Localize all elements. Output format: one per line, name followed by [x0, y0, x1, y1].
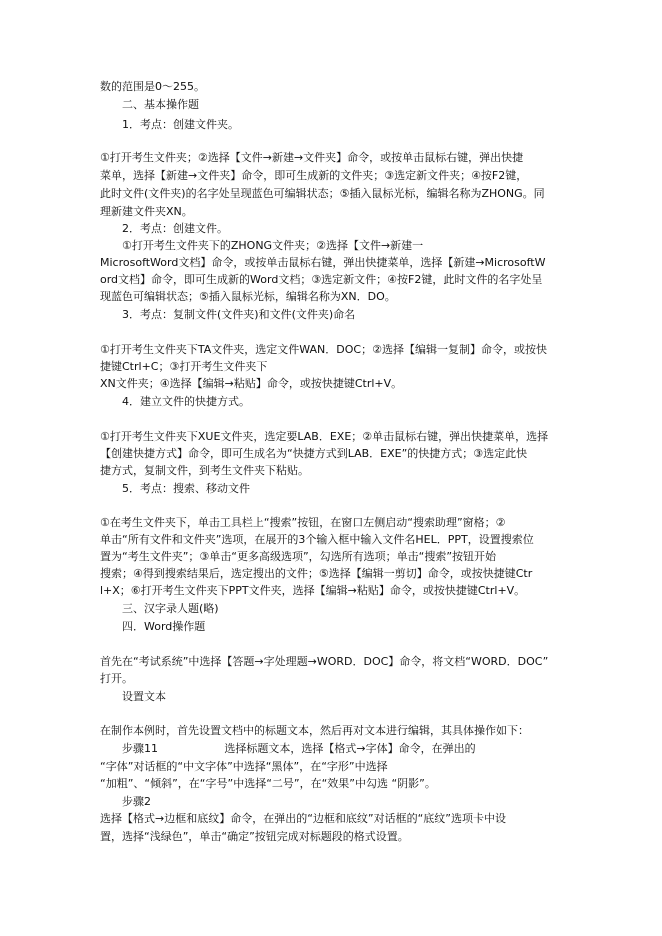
text-line: 打开。 — [100, 672, 133, 685]
text-line: “字体”对话框的“中文字体”中选择“黑体”，在“字形”中选择 — [100, 760, 388, 773]
subsection-heading: 1．考点：创建文件夹。 — [122, 118, 239, 131]
text-line: ①打开考生文件夹下TA文件夹，选定文件WAN．DOC；②选择【编辑一复制】命令，或按快 — [100, 343, 547, 356]
subsection-heading: 5．考点：搜索、移动文件 — [122, 482, 250, 495]
section-heading: 四．Word操作题 — [122, 620, 206, 633]
text-line: 菜单，选择【新建→文件夹】命令，即可生成新的文件夹；③选定新文件夹；④按F2键， — [100, 169, 528, 182]
text-line: ①在考生文件夹下，单击工具栏上“搜索”按钮，在窗口左侧启动“搜索助理”窗格；② — [100, 516, 506, 529]
text-line: 在制作本例时，首先设置文档中的标题文本，然后再对文本进行编辑，其具体操作如下： — [100, 724, 529, 737]
text-line: 数的范围是0～255。 — [100, 80, 205, 93]
section-heading: 三、汉字录人题(略) — [122, 602, 219, 615]
text-line: 理新建文件夹XN。 — [100, 205, 193, 218]
text-line: 置，选择“浅绿色”，单击“确定”按钮完成对标题段的格式设置。 — [100, 830, 409, 843]
subsection-heading: 2．考点：创建文件。 — [122, 222, 228, 235]
text-line: 置为“考生文件夹”；③单击“更多高级选项”，勾选所有选项；单击“搜索”按钮开始 — [100, 550, 497, 563]
text-line: l+X；⑥打开考生文件夹下PPT文件夹，选择【编辑→粘贴】命令，或按快捷键Ctrl+V。 — [100, 584, 526, 597]
text-line: 捷方式，复制文件，到考生文件夹下粘贴。 — [100, 464, 309, 477]
text-line: ord文档】命令，即可生成新的Word文档；③选定新文件；④按F2键，此时文件的名字处呈 — [100, 273, 543, 286]
section-heading: 二、基本操作题 — [122, 98, 199, 111]
text-line: 选择【格式→边框和底纹】命令，在弹出的“边框和底纹”对话框的“底纹”选项卡中设 — [100, 812, 507, 825]
text-line: ①打开考生文件夹下XUE文件夹，选定要LAB．EXE；②单击鼠标右键，弹出快捷菜单，选择 — [100, 430, 549, 443]
subsection-heading: 3．考点：复制文件(文件夹)和文件(文件夹)命名 — [122, 308, 356, 321]
text-line: XN文件夹；④选择【编辑→粘贴】命令，或按快捷键Ctrl+V。 — [100, 377, 403, 390]
text-line: 此时文件(文件夹)的名字处呈现蓝色可编辑状态；⑤插入鼠标光标，编辑名称为ZHONG。同 — [100, 187, 545, 200]
subsection-heading: 设置文本 — [122, 690, 166, 703]
text-line: 捷键Ctrl+C；③打开考生文件夹下 — [100, 360, 268, 373]
text-line: MicrosoftWord文档】命令，或按单击鼠标右键，弹出快捷菜单，选择【新建→MicrosoftW — [100, 256, 546, 269]
subsection-heading: 4．建立文件的快捷方式。 — [122, 395, 250, 408]
text-line: ①打开考生文件夹下的ZHONG文件夹；②选择【文件→新建一 — [122, 239, 424, 252]
text-line: 现蓝色可编辑状态；⑤插入鼠标光标，编辑名称为XN．DO。 — [100, 290, 396, 303]
text-line: 搜索；④得到搜索结果后，选定搜出的文件；⑤选择【编辑一剪切】命令，或按快捷键Ctr — [100, 567, 533, 580]
text-line: 单击“所有文件和文件夹”选项，在展开的3个输入框中输入文件名HEL．PPT，设置搜索位 — [100, 533, 534, 546]
text-line: 首先在“考试系统”中选择【答题→字处理题→WORD．DOC】命令，将文档“WORD．DOC” — [100, 655, 549, 668]
step-line: 步骤2 — [122, 795, 151, 808]
text-line: 【创建快捷方式】命令，即可生成名为“快捷方式到LAB．EXE”的快捷方式；③选定此快 — [100, 447, 528, 460]
text-line: ①打开考生文件夹；②选择【文件→新建→文件夹】命令，或按单击鼠标右键，弹出快捷 — [100, 151, 524, 164]
step-line: 步骤11 选择标题文本，选择【格式→字体】命令，在弹出的 — [122, 742, 476, 755]
text-line: “加粗”、“倾斜”，在“字号”中选择“二号”，在“效果”中勾选 “阴影”。 — [100, 777, 436, 790]
